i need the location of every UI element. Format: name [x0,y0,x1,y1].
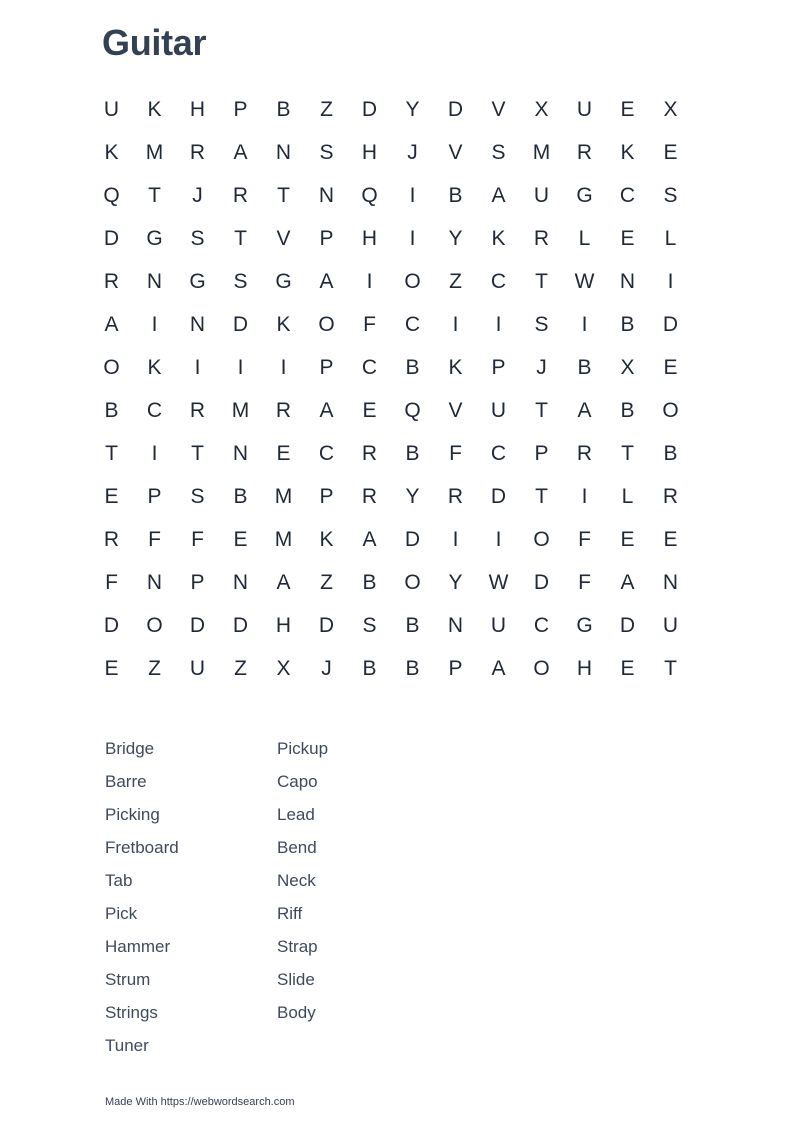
grid-cell: B [405,441,420,465]
grid-cell: H [275,613,292,637]
word-list-item: Picking [105,805,160,824]
letter-grid [90,88,692,690]
grid-cell: V [491,97,506,121]
grid-cell: P [448,656,463,680]
grid-cell: D [447,97,464,121]
grid-cell: N [318,183,335,207]
grid-cell: X [620,355,635,379]
grid-cell: D [232,613,249,637]
grid-cell: I [452,312,459,336]
grid-cell: P [233,97,248,121]
grid-cell: M [532,140,551,164]
word-list-item: Bend [277,838,317,857]
grid-row [90,131,692,174]
grid-cell: S [190,226,205,250]
grid-cell: A [319,398,334,422]
grid-cell: S [362,613,377,637]
grid-cell: B [104,398,119,422]
grid-cell: D [103,613,120,637]
word-list [105,737,449,1067]
grid-cell: T [664,656,677,680]
grid-cell: T [234,226,247,250]
grid-cell: O [146,613,163,637]
grid-cell: T [105,441,118,465]
grid-cell: C [533,613,550,637]
grid-cell: C [490,269,507,293]
word-list-item: Hammer [105,937,171,956]
grid-cell: O [404,570,421,594]
grid-cell: B [663,441,678,465]
grid-cell: J [192,183,203,207]
grid-cell: B [405,355,420,379]
grid-cell: E [362,398,377,422]
grid-cell: E [276,441,291,465]
word-list-item: Neck [277,871,316,890]
grid-cell: G [275,269,292,293]
grid-cell: S [491,140,506,164]
grid-cell: Q [404,398,421,422]
grid-cell: J [407,140,418,164]
grid-cell: H [361,140,378,164]
grid-cell: I [194,355,201,379]
grid-cell: N [619,269,636,293]
grid-cell: E [233,527,248,551]
word-list-item: Slide [277,970,315,989]
grid-cell: B [577,355,592,379]
word-list-item: Fretboard [105,838,179,857]
grid-cell: F [363,312,376,336]
grid-cell: X [534,97,549,121]
grid-cell: Z [320,570,333,594]
grid-row [90,303,692,346]
grid-row [90,518,692,561]
word-list-item: Riff [277,904,303,923]
grid-cell: K [104,140,119,164]
grid-cell: N [275,140,292,164]
grid-cell: K [491,226,506,250]
grid-cell: I [581,484,588,508]
grid-cell: B [362,570,377,594]
grid-cell: E [104,484,119,508]
grid-cell: U [662,613,679,637]
word-list-item: Barre [105,772,147,791]
grid-cell: Y [405,484,420,508]
grid-cell: I [495,527,502,551]
grid-cell: S [190,484,205,508]
grid-cell: G [576,183,593,207]
grid-cell: Z [320,97,333,121]
grid-cell: R [189,140,206,164]
grid-cell: F [578,527,591,551]
grid-cell: A [104,312,119,336]
grid-cell: A [276,570,291,594]
grid-cell: S [534,312,549,336]
grid-row [90,389,692,432]
grid-cell: D [232,312,249,336]
grid-cell: I [237,355,244,379]
footer-credit: Made With https://webwordsearch.com [105,1096,295,1108]
grid-cell: F [148,527,161,551]
grid-cell: D [404,527,421,551]
grid-cell: D [619,613,636,637]
grid-cell: R [576,140,593,164]
grid-cell: L [578,226,591,250]
grid-cell: G [576,613,593,637]
grid-cell: H [189,97,206,121]
grid-cell: B [362,656,377,680]
grid-cell: T [535,398,548,422]
grid-cell: N [232,570,249,594]
grid-cell: D [103,226,120,250]
grid-cell: N [146,570,163,594]
grid-cell: R [361,441,378,465]
grid-cell: P [319,226,334,250]
grid-cell: S [319,140,334,164]
grid-cell: P [147,484,162,508]
grid-cell: D [189,613,206,637]
grid-cell: V [448,140,463,164]
page-title: Guitar [102,22,207,63]
grid-cell: P [319,484,334,508]
grid-cell: I [409,183,416,207]
grid-cell: B [233,484,248,508]
word-list-item: Tab [105,871,133,890]
word-list-item: Tuner [105,1036,149,1055]
grid-cell: E [663,527,678,551]
word-list-item: Bridge [105,739,155,758]
grid-cell: K [147,97,162,121]
grid-cell: F [191,527,204,551]
grid-cell: C [490,441,507,465]
grid-cell: E [620,97,635,121]
grid-row [90,260,692,303]
grid-cell: N [662,570,679,594]
word-list-item: Pick [105,904,138,923]
grid-cell: D [662,312,679,336]
grid-cell: A [233,140,248,164]
grid-cell: T [535,269,548,293]
grid-cell: W [488,570,509,594]
grid-cell: F [105,570,118,594]
grid-cell: I [280,355,287,379]
grid-cell: I [151,441,158,465]
grid-row [90,174,692,217]
grid-row [90,346,692,389]
grid-cell: Z [449,269,462,293]
grid-cell: C [361,355,378,379]
grid-cell: N [447,613,464,637]
grid-cell: Z [234,656,247,680]
grid-cell: E [663,355,678,379]
grid-cell: J [536,355,547,379]
grid-cell: A [319,269,334,293]
grid-cell: F [449,441,462,465]
word-list-item: Strap [277,937,318,956]
grid-cell: C [318,441,335,465]
grid-cell: N [232,441,249,465]
grid-row [90,647,692,690]
grid-cell: L [621,484,634,508]
grid-cell: C [619,183,636,207]
word-list-item: Body [277,1003,316,1022]
grid-cell: O [533,656,550,680]
grid-cell: U [490,398,507,422]
grid-cell: B [405,656,420,680]
grid-cell: X [663,97,678,121]
grid-cell: S [663,183,678,207]
grid-cell: M [145,140,164,164]
grid-cell: U [103,97,120,121]
grid-row [90,604,692,647]
word-list-item: Capo [277,772,318,791]
grid-cell: U [576,97,593,121]
grid-cell: R [533,226,550,250]
grid-cell: A [491,183,506,207]
grid-cell: P [319,355,334,379]
grid-cell: Z [148,656,161,680]
grid-cell: K [276,312,291,336]
grid-row [90,217,692,260]
grid-cell: O [662,398,679,422]
grid-cell: J [321,656,332,680]
grid-cell: S [233,269,248,293]
grid-cell: V [448,398,463,422]
grid-row [90,88,692,131]
grid-cell: N [189,312,206,336]
word-list-item: Pickup [277,739,329,758]
grid-cell: R [189,398,206,422]
grid-cell: R [662,484,679,508]
grid-cell: R [232,183,249,207]
grid-cell: W [574,269,595,293]
grid-cell: T [277,183,290,207]
grid-cell: I [667,269,674,293]
word-list-item: Strum [105,970,151,989]
grid-cell: P [491,355,506,379]
grid-cell: E [620,656,635,680]
grid-cell: U [533,183,550,207]
grid-cell: R [447,484,464,508]
word-list-item: Lead [277,805,315,824]
word-list-column-2 [277,737,449,1067]
grid-cell: A [620,570,635,594]
grid-cell: T [148,183,161,207]
grid-cell: H [361,226,378,250]
grid-cell: R [103,269,120,293]
grid-cell: A [362,527,377,551]
grid-cell: D [490,484,507,508]
grid-cell: R [103,527,120,551]
grid-cell: V [276,226,291,250]
grid-cell: R [361,484,378,508]
grid-cell: K [319,527,334,551]
grid-cell: I [409,226,416,250]
grid-cell: E [620,527,635,551]
grid-cell: Q [103,183,120,207]
grid-cell: Y [448,226,463,250]
grid-cell: X [276,656,291,680]
grid-cell: B [448,183,463,207]
grid-cell: Q [361,183,378,207]
grid-cell: P [190,570,205,594]
grid-cell: O [103,355,120,379]
grid-cell: E [620,226,635,250]
grid-cell: I [452,527,459,551]
grid-cell: M [274,484,293,508]
grid-cell: A [577,398,592,422]
grid-cell: I [151,312,158,336]
grid-cell: M [274,527,293,551]
grid-cell: B [620,398,635,422]
grid-row [90,475,692,518]
grid-cell: A [491,656,506,680]
grid-row [90,432,692,475]
grid-cell: C [404,312,421,336]
grid-cell: H [576,656,593,680]
grid-cell: P [534,441,549,465]
grid-row [90,561,692,604]
word-list-item: Strings [105,1003,158,1022]
grid-cell: Y [405,97,420,121]
grid-cell: U [189,656,206,680]
grid-cell: L [664,226,677,250]
grid-cell: K [620,140,635,164]
word-list-column-1 [105,737,277,1067]
grid-cell: K [147,355,162,379]
grid-cell: R [275,398,292,422]
grid-cell: D [318,613,335,637]
grid-cell: G [189,269,206,293]
grid-cell: M [231,398,250,422]
grid-cell: O [404,269,421,293]
grid-cell: I [366,269,373,293]
grid-cell: Y [448,570,463,594]
grid-cell: O [318,312,335,336]
grid-cell: D [361,97,378,121]
grid-cell: B [405,613,420,637]
grid-cell: D [533,570,550,594]
grid-cell: T [535,484,548,508]
grid-cell: N [146,269,163,293]
grid-cell: I [581,312,588,336]
grid-cell: I [495,312,502,336]
grid-cell: B [276,97,291,121]
grid-cell: F [578,570,591,594]
grid-cell: T [191,441,204,465]
grid-cell: O [533,527,550,551]
grid-cell: E [663,140,678,164]
grid-cell: R [576,441,593,465]
grid-cell: T [621,441,634,465]
grid-cell: G [146,226,163,250]
grid-cell: B [620,312,635,336]
grid-cell: C [146,398,163,422]
grid-cell: K [448,355,463,379]
grid-cell: U [490,613,507,637]
grid-cell: E [104,656,119,680]
